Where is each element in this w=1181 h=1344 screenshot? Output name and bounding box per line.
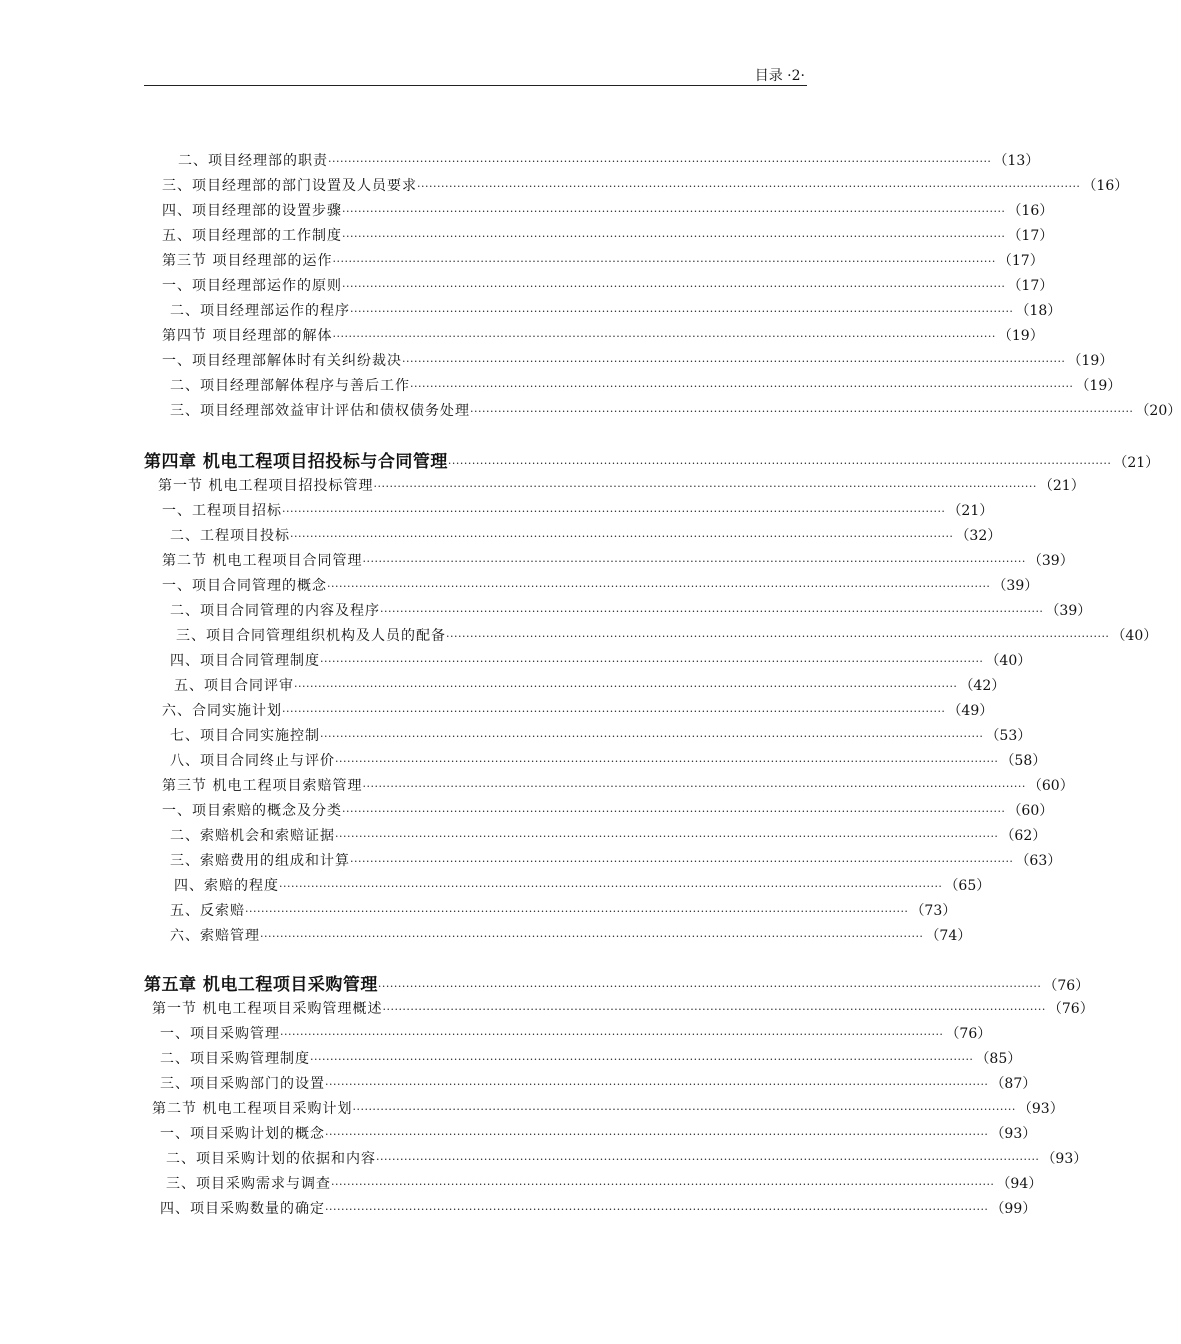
- toc-entry-title: 第二节 机电工程项目采购计划: [152, 1101, 353, 1117]
- toc-entry-title: 二、索赔机会和索赔证据: [170, 828, 335, 844]
- toc-entry-page: （39）: [1027, 553, 1074, 569]
- toc-dot-leader: ······································································································································································: [332, 255, 996, 268]
- toc-dot-leader: ······································································································································································: [352, 1103, 1016, 1116]
- toc-entry-page: （21）: [1113, 455, 1160, 471]
- toc-entry[interactable]: [162, 699, 994, 721]
- toc-dot-leader: ······································································································································································: [282, 505, 946, 518]
- toc-entry-title: 三、项目采购部门的设置: [160, 1076, 325, 1092]
- toc-entry-page: （17）: [1007, 228, 1054, 244]
- toc-dot-leader: ······································································································································································: [325, 1203, 989, 1216]
- toc-entry-title: 一、工程项目招标: [162, 503, 282, 519]
- toc-chapter-entry[interactable]: [144, 972, 1090, 996]
- toc-entry-title: 二、工程项目投标: [170, 528, 290, 544]
- toc-entry[interactable]: [170, 924, 972, 946]
- toc-entry-title: 第四节 项目经理部的解体: [162, 328, 333, 344]
- toc-entry-page: （65）: [944, 878, 991, 894]
- toc-entry-page: （16）: [1082, 178, 1129, 194]
- toc-entry-title: 六、索赔管理: [170, 928, 260, 944]
- toc-entry-page: （63）: [1015, 853, 1062, 869]
- toc-entry[interactable]: [176, 624, 1158, 646]
- toc-entry-title: 八、项目合同终止与评价: [170, 753, 335, 769]
- toc-dot-leader: ······································································································································································: [410, 380, 1074, 393]
- toc-dot-leader: ······································································································································································: [294, 680, 958, 693]
- toc-entry-page: （17）: [1007, 278, 1054, 294]
- toc-dot-leader: ······································································································································································: [376, 1153, 1040, 1166]
- toc-entry-title: 一、项目合同管理的概念: [162, 578, 327, 594]
- toc-dot-leader: ······································································································································································: [320, 655, 984, 668]
- toc-dot-leader: ······································································································································································: [325, 1078, 989, 1091]
- toc-entry-title: 五、反索赔: [170, 903, 245, 919]
- toc-entry-title: 二、项目采购计划的依据和内容: [166, 1151, 376, 1167]
- toc-dot-leader: ······································································································································································: [335, 755, 999, 768]
- toc-dot-leader: ······································································································································································: [382, 1003, 1046, 1016]
- toc-entry[interactable]: [170, 374, 1122, 396]
- toc-dot-leader: ······································································································································································: [362, 780, 1026, 793]
- toc-entry-title: 二、项目采购管理制度: [160, 1051, 310, 1067]
- toc-dot-leader: ······································································································································································: [342, 280, 1006, 293]
- toc-entry-page: （19）: [1075, 378, 1122, 394]
- toc-dot-leader: ······································································································································································: [342, 230, 1006, 243]
- toc-dot-leader: ······································································································································································: [342, 805, 1006, 818]
- toc-entry[interactable]: [158, 474, 1085, 496]
- toc-entry-page: （19）: [1067, 353, 1114, 369]
- toc-entry-title: 一、项目经理部运作的原则: [162, 278, 342, 294]
- toc-entry[interactable]: [166, 1147, 1088, 1169]
- toc-entry-page: （62）: [1000, 828, 1047, 844]
- toc-dot-leader: ······································································································································································: [380, 605, 1044, 618]
- toc-entry-title: 第三节 项目经理部的运作: [162, 253, 333, 269]
- toc-entry-page: （93）: [990, 1126, 1037, 1142]
- toc-entry[interactable]: [162, 349, 1114, 371]
- toc-entry[interactable]: [170, 849, 1062, 871]
- toc-dot-leader: ······································································································································································: [327, 580, 991, 593]
- toc-entry[interactable]: [162, 249, 1044, 271]
- toc-entry-page: （18）: [1015, 303, 1062, 319]
- toc-entry-page: （76）: [1047, 1001, 1094, 1017]
- toc-dot-leader: ······································································································································································: [446, 630, 1110, 643]
- toc-dot-leader: ······································································································································································: [470, 405, 1134, 418]
- toc-entry[interactable]: [160, 1022, 992, 1044]
- toc-dot-leader: ······································································································································································: [282, 705, 946, 718]
- toc-dot-leader: ······································································································································································: [325, 1128, 989, 1141]
- toc-entry-page: （13）: [993, 153, 1040, 169]
- toc-entry-title: 四、项目经理部的设置步骤: [162, 203, 342, 219]
- toc-entry-page: （73）: [910, 903, 957, 919]
- toc-dot-leader: ······································································································································································: [447, 457, 1112, 470]
- toc-entry[interactable]: [170, 399, 1181, 421]
- toc-entry-title: 第二节 机电工程项目合同管理: [162, 553, 363, 569]
- toc-entry-page: （32）: [955, 528, 1002, 544]
- toc-entry-title: 二、项目经理部解体程序与善后工作: [170, 378, 410, 394]
- toc-entry-page: （49）: [947, 703, 994, 719]
- toc-entry-title: 五、项目经理部的工作制度: [162, 228, 342, 244]
- toc-dot-leader: ······································································································································································: [331, 1178, 995, 1191]
- toc-dot-leader: ······································································································································································: [377, 980, 1042, 993]
- toc-entry-title: 三、项目经理部的部门设置及人员要求: [162, 178, 417, 194]
- toc-entry-page: （76）: [1043, 978, 1090, 994]
- toc-dot-leader: ······································································································································································: [320, 730, 984, 743]
- toc-entry-page: （40）: [985, 653, 1032, 669]
- toc-entry[interactable]: [170, 749, 1047, 771]
- toc-entry-page: （21）: [1038, 478, 1085, 494]
- toc-entry-page: （87）: [990, 1076, 1037, 1092]
- toc-entry-page: （40）: [1111, 628, 1158, 644]
- toc-entry-title: 一、项目经理部解体时有关纠纷裁决: [162, 353, 402, 369]
- toc-entry[interactable]: [160, 1122, 1037, 1144]
- toc-entry-title: 二、项目经理部的职责: [178, 153, 328, 169]
- toc-entry-title: 第三节 机电工程项目索赔管理: [162, 778, 363, 794]
- toc-entry-title: 七、项目合同实施控制: [170, 728, 320, 744]
- toc-entry-page: （39）: [992, 578, 1039, 594]
- toc-entry[interactable]: [170, 649, 1032, 671]
- toc-entry[interactable]: [162, 549, 1074, 571]
- toc-entry-page: （21）: [947, 503, 994, 519]
- toc-entry[interactable]: [170, 524, 1002, 546]
- toc-dot-leader: ······································································································································································: [417, 180, 1081, 193]
- toc-dot-leader: ······································································································································································: [362, 555, 1026, 568]
- toc-entry-title: 四、项目采购数量的确定: [160, 1201, 325, 1217]
- toc-entry-title: 四、项目合同管理制度: [170, 653, 320, 669]
- toc-entry-title: 三、项目经理部效益审计评估和债权债务处理: [170, 403, 470, 419]
- toc-entry-page: （42）: [959, 678, 1006, 694]
- toc-entry[interactable]: [152, 1097, 1064, 1119]
- toc-entry[interactable]: [162, 274, 1054, 296]
- header-text: 目录 ·2·: [754, 68, 805, 84]
- toc-entry[interactable]: [174, 874, 991, 896]
- toc-entry-title: 二、项目经理部运作的程序: [170, 303, 350, 319]
- toc-entry-page: （85）: [975, 1051, 1022, 1067]
- toc-dot-leader: ······································································································································································: [402, 355, 1066, 368]
- toc-entry[interactable]: [152, 997, 1094, 1019]
- toc-entry[interactable]: [170, 599, 1092, 621]
- toc-entry[interactable]: [174, 674, 1006, 696]
- toc-entry[interactable]: [162, 324, 1044, 346]
- toc-dot-leader: ······································································································································································: [350, 855, 1014, 868]
- toc-entry-title: 二、项目合同管理的内容及程序: [170, 603, 380, 619]
- toc-entry-title: 四、索赔的程度: [174, 878, 279, 894]
- toc-dot-leader: ······································································································································································: [335, 830, 999, 843]
- toc-entry[interactable]: [170, 299, 1062, 321]
- toc-entry-page: （20）: [1135, 403, 1181, 419]
- toc-entry[interactable]: [162, 574, 1039, 596]
- toc-dot-leader: ······································································································································································: [290, 530, 954, 543]
- toc-entry-page: （99）: [990, 1201, 1037, 1217]
- toc-entry[interactable]: [162, 224, 1054, 246]
- toc-dot-leader: ······································································································································································: [280, 1028, 944, 1041]
- toc-dot-leader: ······································································································································································: [328, 155, 992, 168]
- toc-dot-leader: ······································································································································································: [350, 305, 1014, 318]
- toc-entry[interactable]: [162, 799, 1054, 821]
- toc-entry[interactable]: [162, 774, 1074, 796]
- toc-entry-title: 五、项目合同评审: [174, 678, 294, 694]
- toc-chapter-title: 第五章 机电工程项目采购管理: [144, 975, 378, 995]
- toc-entry-title: 一、项目采购计划的概念: [160, 1126, 325, 1142]
- toc-entry-page: （94）: [996, 1176, 1043, 1192]
- toc-entry-title: 第一节 机电工程项目招投标管理: [158, 478, 374, 494]
- toc-entry[interactable]: [160, 1047, 1022, 1069]
- toc-chapter-title: 第四章 机电工程项目招投标与合同管理: [144, 452, 448, 472]
- toc-entry[interactable]: [170, 824, 1047, 846]
- toc-entry-title: 三、项目采购需求与调查: [166, 1176, 331, 1192]
- toc-dot-leader: ······································································································································································: [373, 480, 1037, 493]
- toc-entry-title: 六、合同实施计划: [162, 703, 282, 719]
- toc-entry-title: 第一节 机电工程项目采购管理概述: [152, 1001, 383, 1017]
- toc-entry-page: （53）: [985, 728, 1032, 744]
- toc-entry[interactable]: [160, 1197, 1037, 1219]
- toc-chapter-entry[interactable]: [144, 449, 1160, 473]
- toc-entry-page: （39）: [1045, 603, 1092, 619]
- toc-dot-leader: ······································································································································································: [310, 1053, 974, 1066]
- toc-entry-page: （60）: [1007, 803, 1054, 819]
- toc-entry-page: （19）: [997, 328, 1044, 344]
- toc-entry[interactable]: [162, 499, 994, 521]
- toc-dot-leader: ······································································································································································: [260, 930, 924, 943]
- toc-entry[interactable]: [170, 724, 1032, 746]
- toc-entry[interactable]: [166, 1172, 1043, 1194]
- toc-entry-title: 三、索赔费用的组成和计算: [170, 853, 350, 869]
- toc-entry[interactable]: [178, 149, 1040, 171]
- toc-dot-leader: ······································································································································································: [279, 880, 943, 893]
- toc-entry-page: （58）: [1000, 753, 1047, 769]
- toc-entry-page: （76）: [945, 1026, 992, 1042]
- toc-dot-leader: ······································································································································································: [342, 205, 1006, 218]
- toc-entry[interactable]: [170, 899, 957, 921]
- toc-entry-title: 一、项目索赔的概念及分类: [162, 803, 342, 819]
- toc-entry-title: 一、项目采购管理: [160, 1026, 280, 1042]
- toc-dot-leader: ······································································································································································: [332, 330, 996, 343]
- toc-entry-page: （17）: [997, 253, 1044, 269]
- toc-entry[interactable]: [160, 1072, 1037, 1094]
- toc-entry-page: （60）: [1027, 778, 1074, 794]
- toc-entry[interactable]: [162, 199, 1054, 221]
- toc-entry-title: 三、项目合同管理组织机构及人员的配备: [176, 628, 446, 644]
- toc-entry-page: （93）: [1017, 1101, 1064, 1117]
- toc-entry-page: （93）: [1041, 1151, 1088, 1167]
- toc-entry-page: （16）: [1007, 203, 1054, 219]
- toc-dot-leader: ······································································································································································: [245, 905, 909, 918]
- toc-entry[interactable]: [162, 174, 1129, 196]
- toc-entry-page: （74）: [925, 928, 972, 944]
